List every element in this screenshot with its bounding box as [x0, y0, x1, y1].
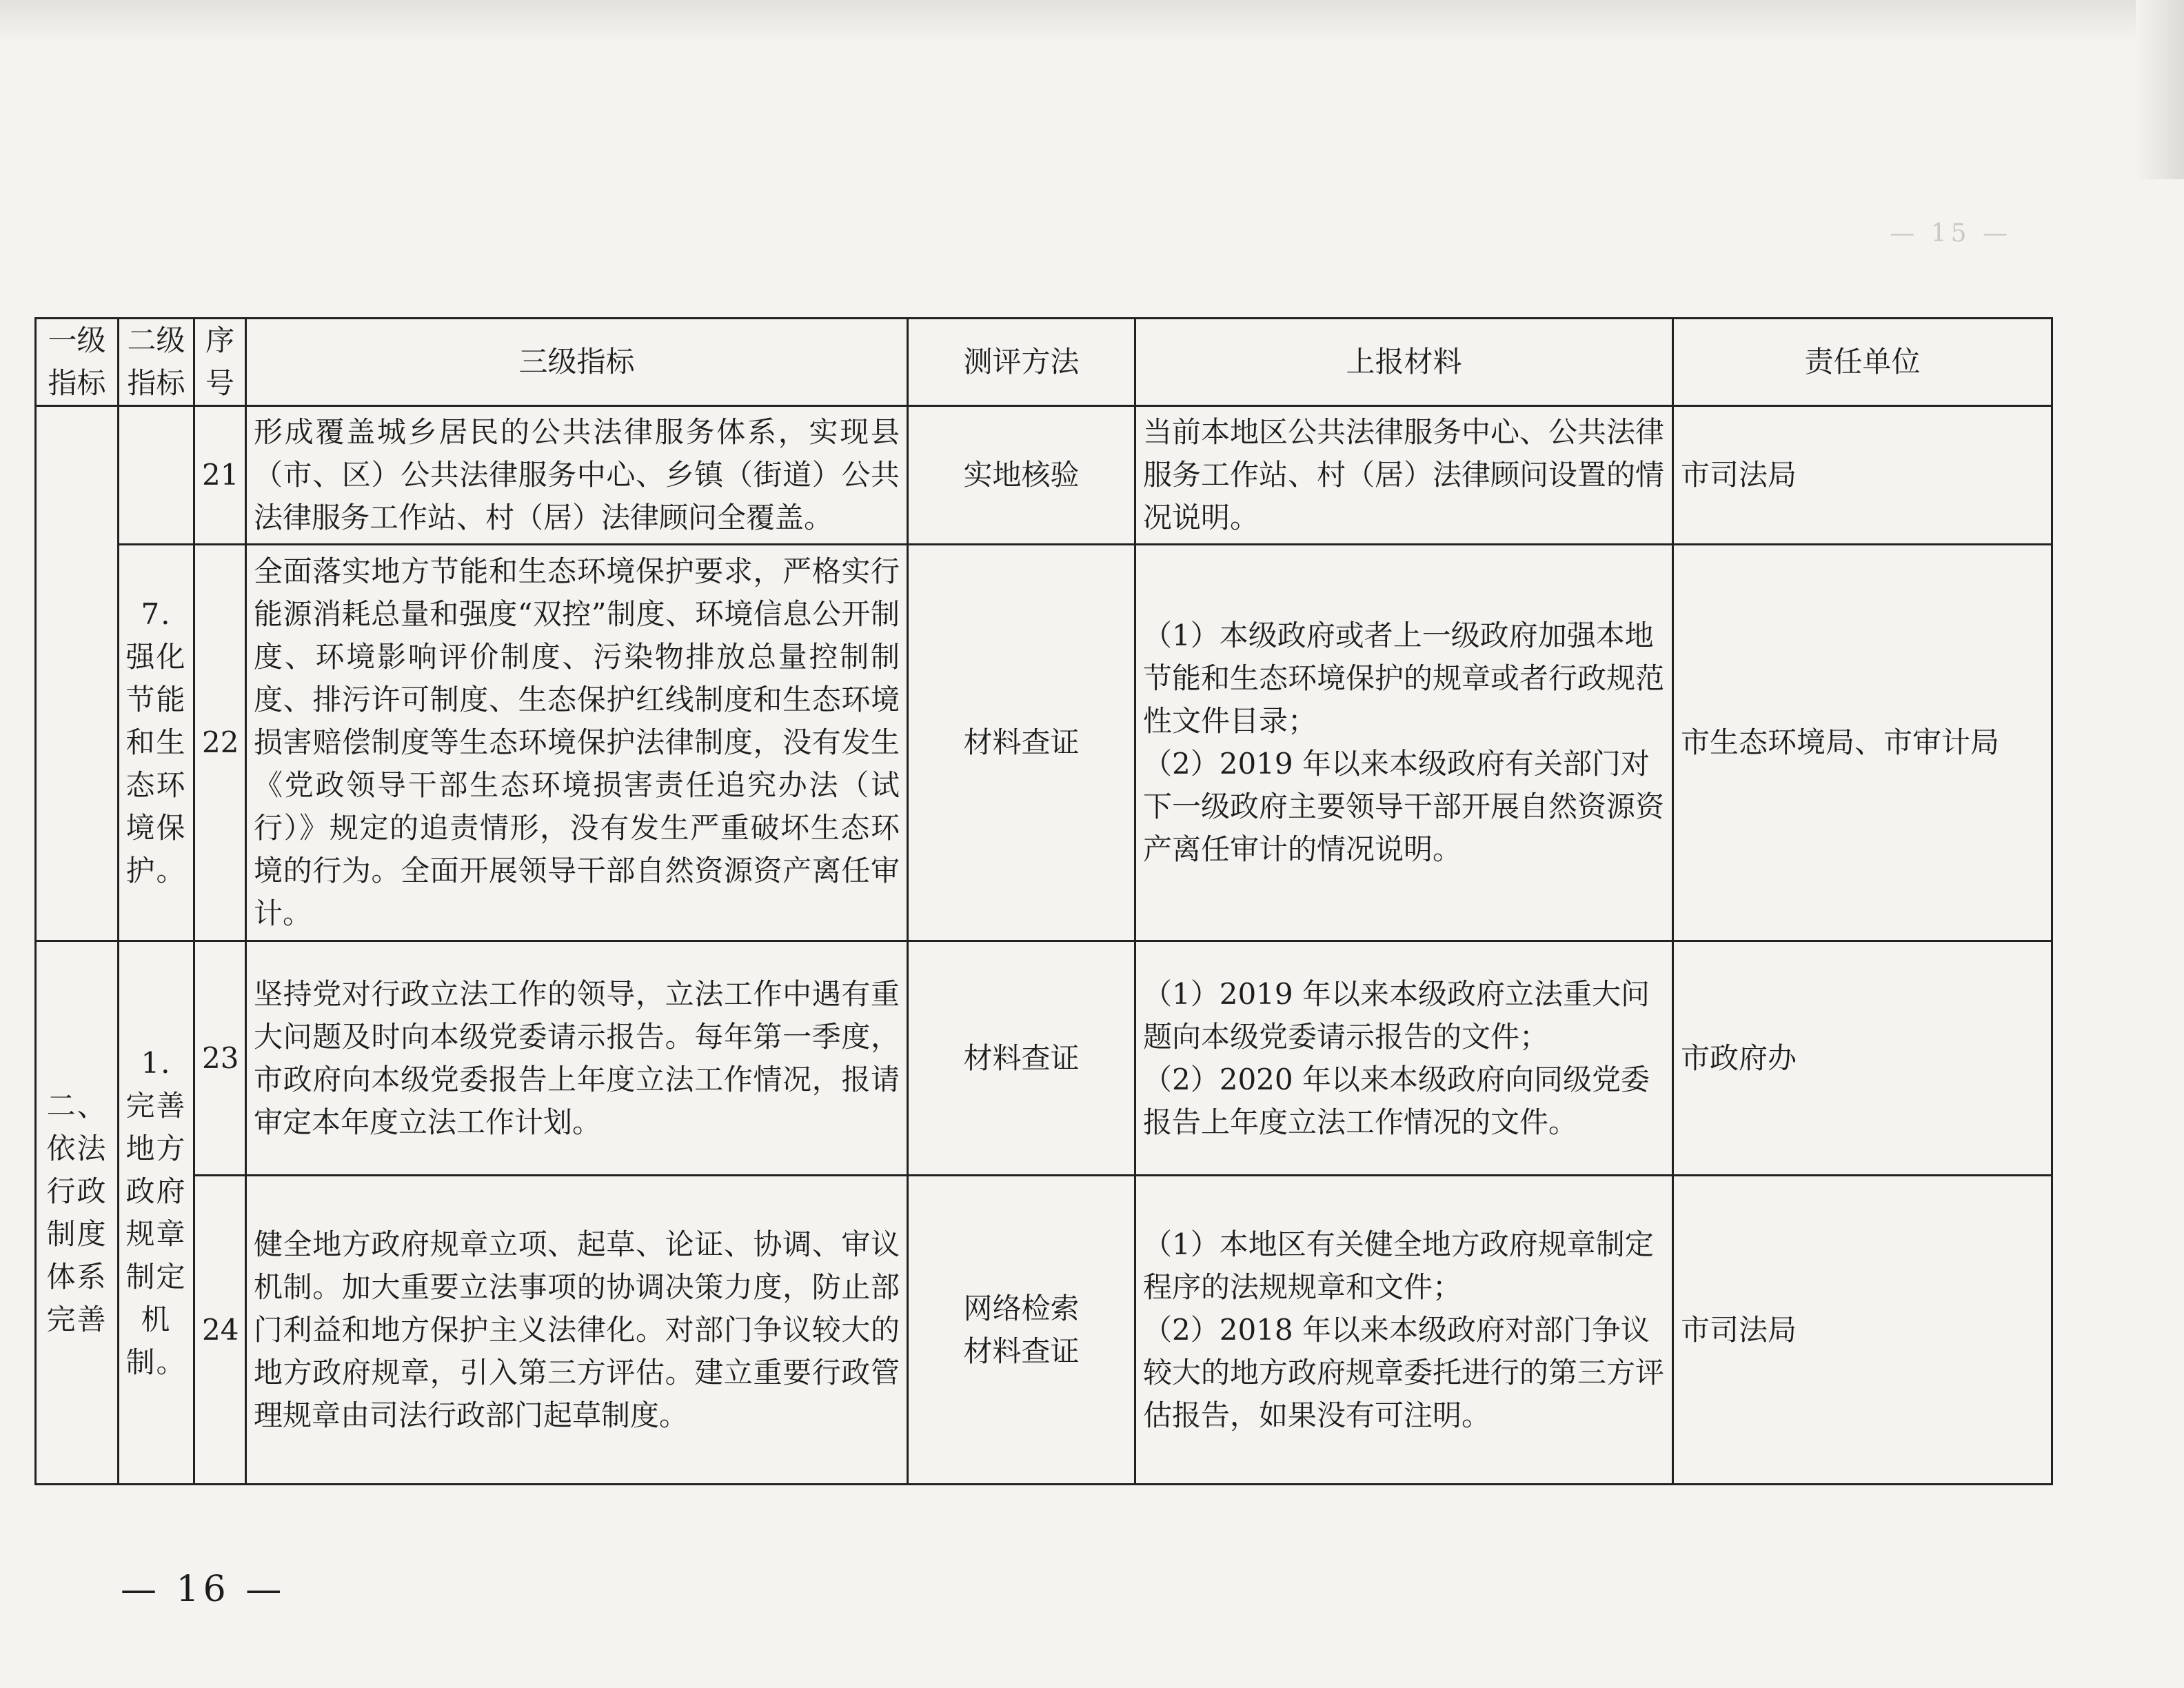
row-materials: （1）2019 年以来本级政府立法重大问题向本级党委请示报告的文件； （2）2020 年以来本级政府向同级党委报告上年度立法工作情况的文件。 — [1135, 941, 1673, 1176]
header-seq: 序号 — [194, 319, 246, 406]
row-indicator: 形成覆盖城乡居民的公共法律服务体系，实现县（市、区）公共法律服务中心、乡镇（街道）公共法律服务工作站、村（居）法律顾问全覆盖。 — [246, 406, 908, 545]
row-indicator: 坚持党对行政立法工作的领导，立法工作中遇有重大问题及时向本级党委请示报告。每年第一季度，市政府向本级党委报告上年度立法工作情况，报请审定本年度立法工作计划。 — [246, 941, 908, 1176]
row-unit: 市司法局 — [1673, 406, 2052, 545]
row-seq: 22 — [194, 545, 246, 941]
row-unit: 市司法局 — [1673, 1176, 2052, 1485]
level1-cell-empty — [36, 406, 119, 941]
row-seq: 24 — [194, 1176, 246, 1485]
table-row — [36, 545, 2052, 941]
row-materials: （1）本级政府或者上一级政府加强本地节能和生态环境保护的规章或者行政规范性文件目录； （2）2019 年以来本级政府有关部门对下一级政府主要领导干部开展自然资源资产离任审计的情况说明。 — [1135, 545, 1673, 941]
row-seq: 23 — [194, 941, 246, 1176]
header-level1: 一级指标 — [36, 319, 119, 406]
row-materials: 当前本地区公共法律服务中心、公共法律服务工作站、村（居）法律顾问设置的情况说明。 — [1135, 406, 1673, 545]
row-method: 材料查证 — [908, 941, 1135, 1176]
header-method: 测评方法 — [908, 319, 1135, 406]
scan-right-edge — [2136, 0, 2184, 179]
row-method: 实地核验 — [908, 406, 1135, 545]
bleed-through-page-number: — 15 — — [1890, 219, 2012, 248]
table-row — [36, 941, 2052, 1176]
row-method: 材料查证 — [908, 545, 1135, 941]
page-number: — 16 — — [121, 1569, 286, 1610]
table-header-row — [36, 319, 2052, 406]
level1-cell: 二、依法行政制度体系完善 — [36, 941, 119, 1485]
level2-cell: 7. 强化节能和生态环境保护。 — [119, 545, 194, 941]
level2-cell-empty — [119, 406, 194, 545]
scan-top-edge — [0, 0, 2184, 41]
header-unit: 责任单位 — [1673, 319, 2052, 406]
header-level3: 三级指标 — [246, 319, 908, 406]
row-indicator: 全面落实地方节能和生态环境保护要求，严格实行能源消耗总量和强度“双控”制度、环境信息公开制度、环境影响评价制度、污染物排放总量控制制度、排污许可制度、生态保护红线制度和生态环境损害赔偿制度等生态环境保护法律制度，没有发生《党政领导干部生态环境损害责任追究办法（试行）》规定的追责情形，没有发生严重破坏生态环境的行为。全面开展领导干部自然资源资产离任审计。 — [246, 545, 908, 941]
indicator-table — [34, 317, 2053, 1485]
row-materials: （1）本地区有关健全地方政府规章制定程序的法规规章和文件； （2）2018 年以来本级政府对部门争议较大的地方政府规章委托进行的第三方评估报告，如果没有可注明。 — [1135, 1176, 1673, 1485]
table-row — [36, 1176, 2052, 1485]
row-method: 网络检索 材料查证 — [908, 1176, 1135, 1485]
row-unit: 市政府办 — [1673, 941, 2052, 1176]
header-level2: 二级指标 — [119, 319, 194, 406]
row-indicator: 健全地方政府规章立项、起草、论证、协调、审议机制。加大重要立法事项的协调决策力度，防止部门利益和地方保护主义法律化。对部门争议较大的地方政府规章，引入第三方评估。建立重要行政管理规章由司法行政部门起草制度。 — [246, 1176, 908, 1485]
row-seq: 21 — [194, 406, 246, 545]
row-unit: 市生态环境局、市审计局 — [1673, 545, 2052, 941]
table-row — [36, 406, 2052, 545]
header-materials: 上报材料 — [1135, 319, 1673, 406]
level2-cell: 1. 完善地方政府规章制定机制。 — [119, 941, 194, 1485]
